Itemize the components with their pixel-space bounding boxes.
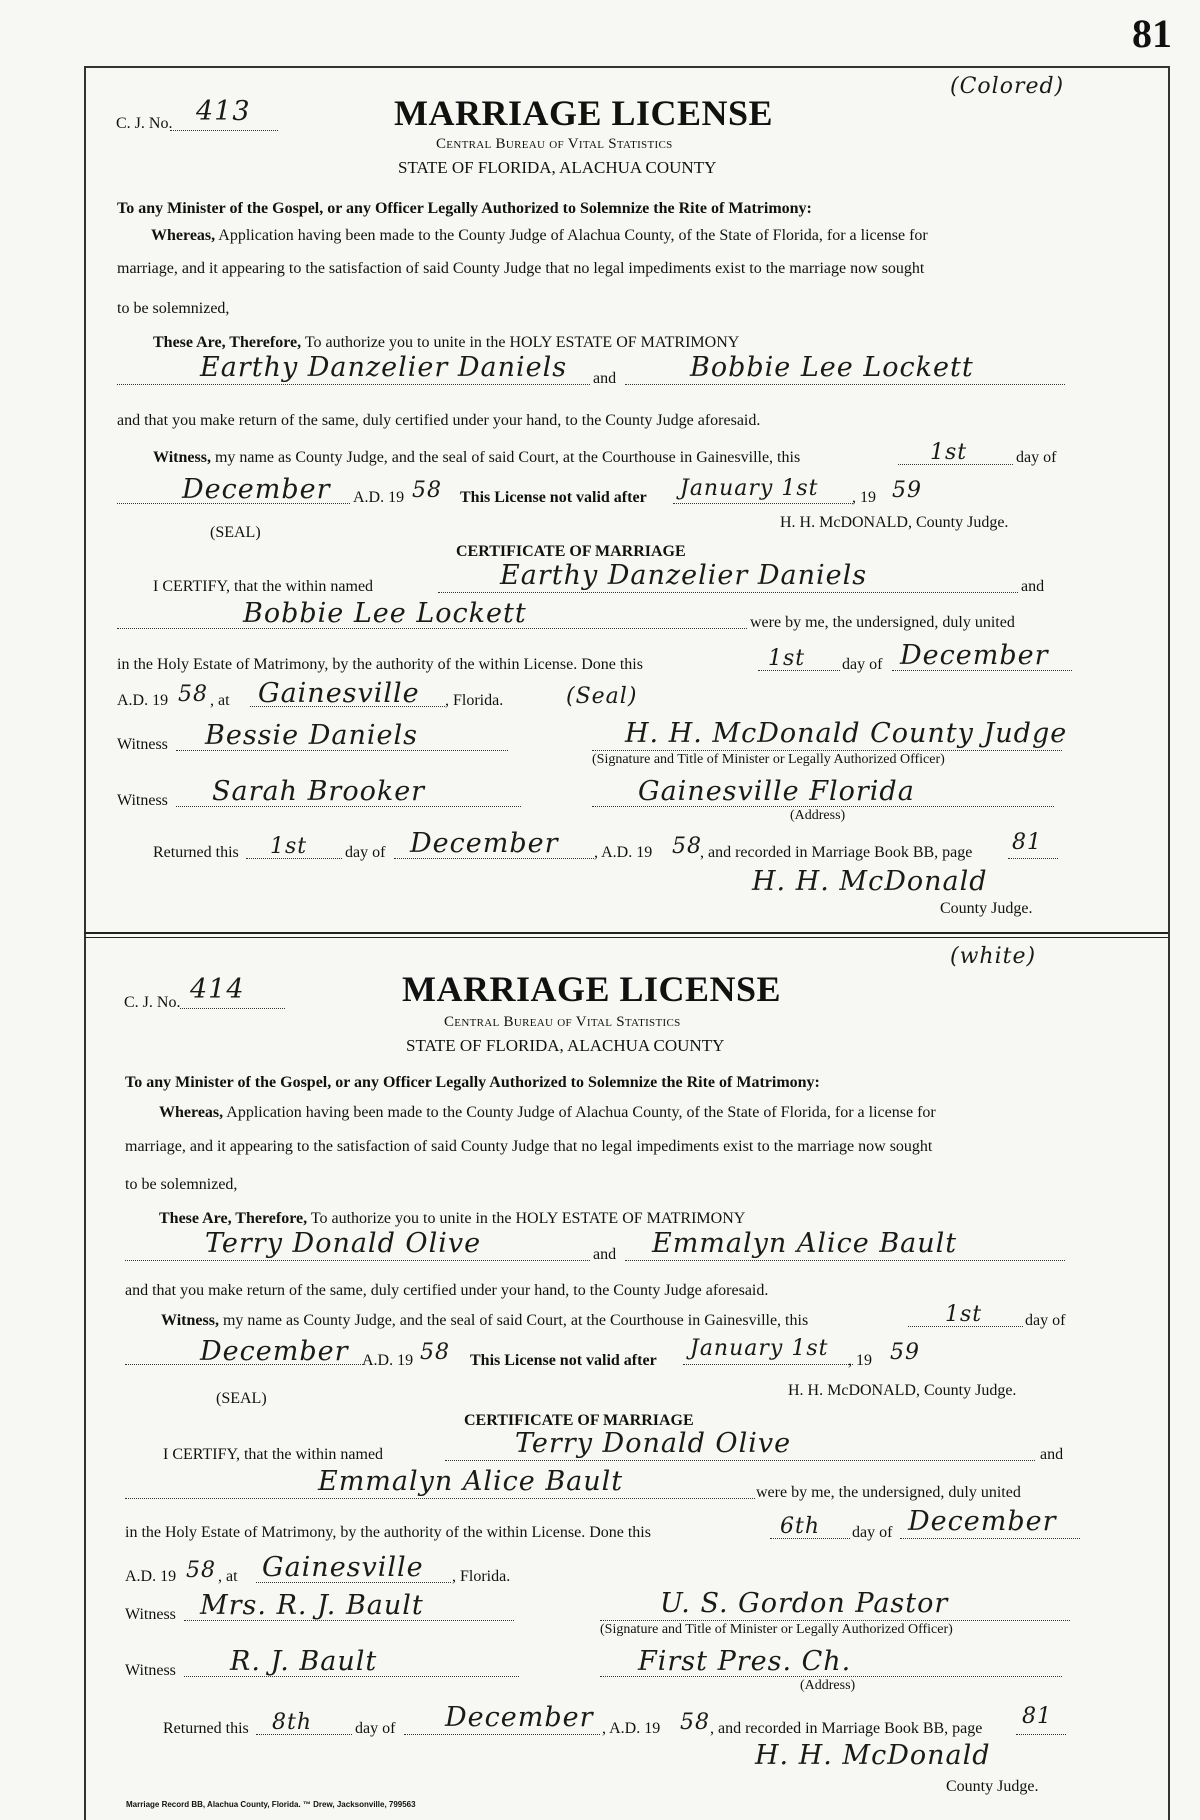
witness-2: R. J. Bault <box>230 1646 378 1677</box>
returned-ad: , A.D. 19 <box>594 844 653 861</box>
intro-line: To any Minister of the Gospel, or any Officer Legally Authorized to Solemnize the Rite of Matrimony: <box>125 1074 820 1091</box>
done-day: 1st <box>768 646 806 671</box>
these-are-line: These Are, Therefore, To authorize you to unite in the HOLY ESTATE OF MATRIMONY <box>153 334 740 351</box>
bureau-line: Central Bureau of Vital Statistics <box>436 136 673 152</box>
issue-month: December <box>200 1336 349 1367</box>
returned-day-of: day of <box>355 1720 396 1737</box>
day-of: day of <box>1016 449 1057 466</box>
officer-address: First Pres. Ch. <box>638 1646 852 1677</box>
expire-year: 59 <box>890 1340 920 1365</box>
state-line: STATE OF FLORIDA, ALACHUA COUNTY <box>398 158 717 177</box>
page-number: 81 <box>1132 11 1172 56</box>
and-word: and <box>593 370 617 387</box>
whereas-line-3: to be solemnized, <box>125 1176 238 1193</box>
at-word: , at <box>210 692 230 709</box>
florida-label: , Florida. <box>452 1568 511 1585</box>
at-word: , at <box>218 1568 238 1585</box>
done-year: 58 <box>178 682 208 707</box>
expire-date: January 1st <box>690 1336 829 1361</box>
cj-number-label: C. J. No. <box>116 115 173 132</box>
race-note: (Colored) <box>950 74 1065 99</box>
address-label: (Address) <box>800 1678 856 1693</box>
cj-number: 413 <box>196 96 251 127</box>
comma-19: , 19 <box>848 1352 872 1369</box>
ad-at-label: A.D. 19 <box>117 692 169 709</box>
bureau-line: Central Bureau of Vital Statistics <box>444 1014 681 1030</box>
issue-year: 58 <box>420 1340 450 1365</box>
expire-year: 59 <box>892 478 922 503</box>
cert-bride: Bobbie Lee Lockett <box>243 598 527 629</box>
seal-label: (SEAL) <box>210 524 261 541</box>
address-label: (Address) <box>790 808 846 823</box>
certificate-heading: CERTIFICATE OF MARRIAGE <box>456 543 686 560</box>
section-divider <box>84 932 1168 934</box>
returned-label: Returned this <box>163 1720 249 1737</box>
county-judge-label: County Judge. <box>946 1778 1039 1795</box>
expire-date: January 1st <box>680 476 819 501</box>
returned-day: 8th <box>272 1710 313 1735</box>
return-line: and that you make return of the same, duly certified under your hand, to the County Judge aforesaid. <box>117 412 761 429</box>
bride-name: Bobbie Lee Lockett <box>690 352 974 383</box>
witness-line: Witness, my name as County Judge, and the seal of said Court, at the Courthouse in Gainesville, this <box>153 449 801 466</box>
bride-name: Emmalyn Alice Bault <box>652 1228 958 1259</box>
ad-label: A.D. 19 <box>353 489 405 506</box>
state-line: STATE OF FLORIDA, ALACHUA COUNTY <box>406 1036 725 1055</box>
witness-line: Witness, my name as County Judge, and the seal of said Court, at the Courthouse in Gainesville, this <box>161 1312 809 1329</box>
cj-number-label: C. J. No. <box>124 994 181 1011</box>
were-by-me: were by me, the undersigned, duly united <box>750 614 1015 631</box>
whereas-line-2: marriage, and it appearing to the satisfaction of said County Judge that no legal impediments exist to the marriage now sought <box>117 260 925 277</box>
place: Gainesville <box>258 678 420 709</box>
groom-name: Earthy Danzelier Daniels <box>200 352 568 383</box>
sig-title-label: (Signature and Title of Minister or Legally Authorized Officer) <box>600 1622 953 1637</box>
not-valid-label: This License not valid after <box>460 489 647 506</box>
returned-day-of: day of <box>345 844 386 861</box>
cert-bride: Emmalyn Alice Bault <box>318 1466 624 1497</box>
whereas-line-1: Whereas, Application having been made to the County Judge of Alachua County, of the State of Florida, for a license for <box>159 1104 936 1121</box>
judge-signature-line: H. H. McDONALD, County Judge. <box>788 1382 1017 1399</box>
county-judge-signature: H. H. McDonald <box>752 866 988 897</box>
issue-day: 1st <box>930 440 968 465</box>
returned-ad: , A.D. 19 <box>602 1720 661 1737</box>
returned-year: 58 <box>680 1710 710 1735</box>
done-year: 58 <box>186 1558 216 1583</box>
witness-1: Mrs. R. J. Bault <box>200 1590 424 1621</box>
record-page: 81 <box>1012 830 1042 855</box>
returned-year: 58 <box>672 834 702 859</box>
these-are-line: These Are, Therefore, To authorize you to unite in the HOLY ESTATE OF MATRIMONY <box>159 1210 746 1227</box>
and-word: and <box>593 1246 617 1263</box>
license-title: MARRIAGE LICENSE <box>402 969 782 1009</box>
county-judge-label: County Judge. <box>940 900 1033 917</box>
officer-address: Gainesville Florida <box>638 776 915 807</box>
judge-signature-line: H. H. McDONALD, County Judge. <box>780 514 1009 531</box>
record-frame <box>84 66 1170 1820</box>
recorded-label: , and recorded in Marriage Book BB, page <box>700 844 973 861</box>
done-day-of: day of <box>852 1524 893 1541</box>
return-line: and that you make return of the same, duly certified under your hand, to the County Judge aforesaid. <box>125 1282 769 1299</box>
returned-month: December <box>410 828 559 859</box>
race-note: (white) <box>950 944 1037 969</box>
whereas-line-3: to be solemnized, <box>117 300 230 317</box>
section-divider-thin <box>84 937 1168 938</box>
witness-2: Sarah Brooker <box>212 776 426 807</box>
county-judge-signature: H. H. McDonald <box>755 1740 991 1771</box>
cert-groom: Earthy Danzelier Daniels <box>500 560 868 591</box>
done-month: December <box>908 1506 1057 1537</box>
cj-number: 414 <box>190 974 245 1005</box>
issue-day: 1st <box>945 1302 983 1327</box>
returned-label: Returned this <box>153 844 239 861</box>
whereas-line-2: marriage, and it appearing to the satisfaction of said County Judge that no legal impediments exist to the marriage now sought <box>125 1138 933 1155</box>
footer-imprint: Marriage Record BB, Alachua County, Florida. ™ Drew, Jacksonville, 799563 <box>126 1800 416 1809</box>
cert-and: and <box>1040 1446 1064 1463</box>
day-of: day of <box>1025 1312 1066 1329</box>
comma-19: , 19 <box>852 489 876 506</box>
certificate-heading: CERTIFICATE OF MARRIAGE <box>464 1412 694 1429</box>
certify-line: I CERTIFY, that the within named <box>163 1446 384 1463</box>
were-by-me: were by me, the undersigned, duly united <box>756 1484 1021 1501</box>
witness-1-label: Witness <box>125 1606 176 1623</box>
returned-month: December <box>445 1702 594 1733</box>
seal-mark: (Seal) <box>566 684 638 709</box>
issue-year: 58 <box>412 478 442 503</box>
done-month: December <box>900 640 1049 671</box>
witness-2-label: Witness <box>125 1662 176 1679</box>
record-page: 81 <box>1022 1704 1052 1729</box>
officer-signature: U. S. Gordon Pastor <box>660 1588 949 1619</box>
returned-day: 1st <box>270 834 308 859</box>
florida-label: , Florida. <box>445 692 504 709</box>
recorded-label: , and recorded in Marriage Book BB, page <box>710 1720 983 1737</box>
not-valid-label: This License not valid after <box>470 1352 657 1369</box>
done-day-of: day of <box>842 656 883 673</box>
certify-line: I CERTIFY, that the within named <box>153 578 374 595</box>
holy-estate-line: in the Holy Estate of Matrimony, by the authority of the within License. Done this <box>125 1524 651 1541</box>
intro-line: To any Minister of the Gospel, or any Officer Legally Authorized to Solemnize the Rite of Matrimony: <box>117 200 812 217</box>
issue-month: December <box>182 474 331 505</box>
sig-title-label: (Signature and Title of Minister or Legally Authorized Officer) <box>592 752 945 767</box>
cert-and: and <box>1021 578 1045 595</box>
groom-name: Terry Donald Olive <box>205 1228 482 1259</box>
license-title: MARRIAGE LICENSE <box>394 93 774 133</box>
place: Gainesville <box>262 1552 424 1583</box>
witness-2-label: Witness <box>117 792 168 809</box>
witness-1: Bessie Daniels <box>205 720 418 751</box>
seal-label: (SEAL) <box>216 1390 267 1407</box>
ad-label: A.D. 19 <box>362 1352 414 1369</box>
officer-signature: H. H. McDonald County Judge <box>625 718 1068 749</box>
holy-estate-line: in the Holy Estate of Matrimony, by the authority of the within License. Done this <box>117 656 643 673</box>
ad-at-label: A.D. 19 <box>125 1568 177 1585</box>
witness-1-label: Witness <box>117 736 168 753</box>
cert-groom: Terry Donald Olive <box>515 1428 792 1459</box>
whereas-line-1: Whereas, Application having been made to the County Judge of Alachua County, of the State of Florida, for a license for <box>151 227 928 244</box>
done-day: 6th <box>780 1514 821 1539</box>
